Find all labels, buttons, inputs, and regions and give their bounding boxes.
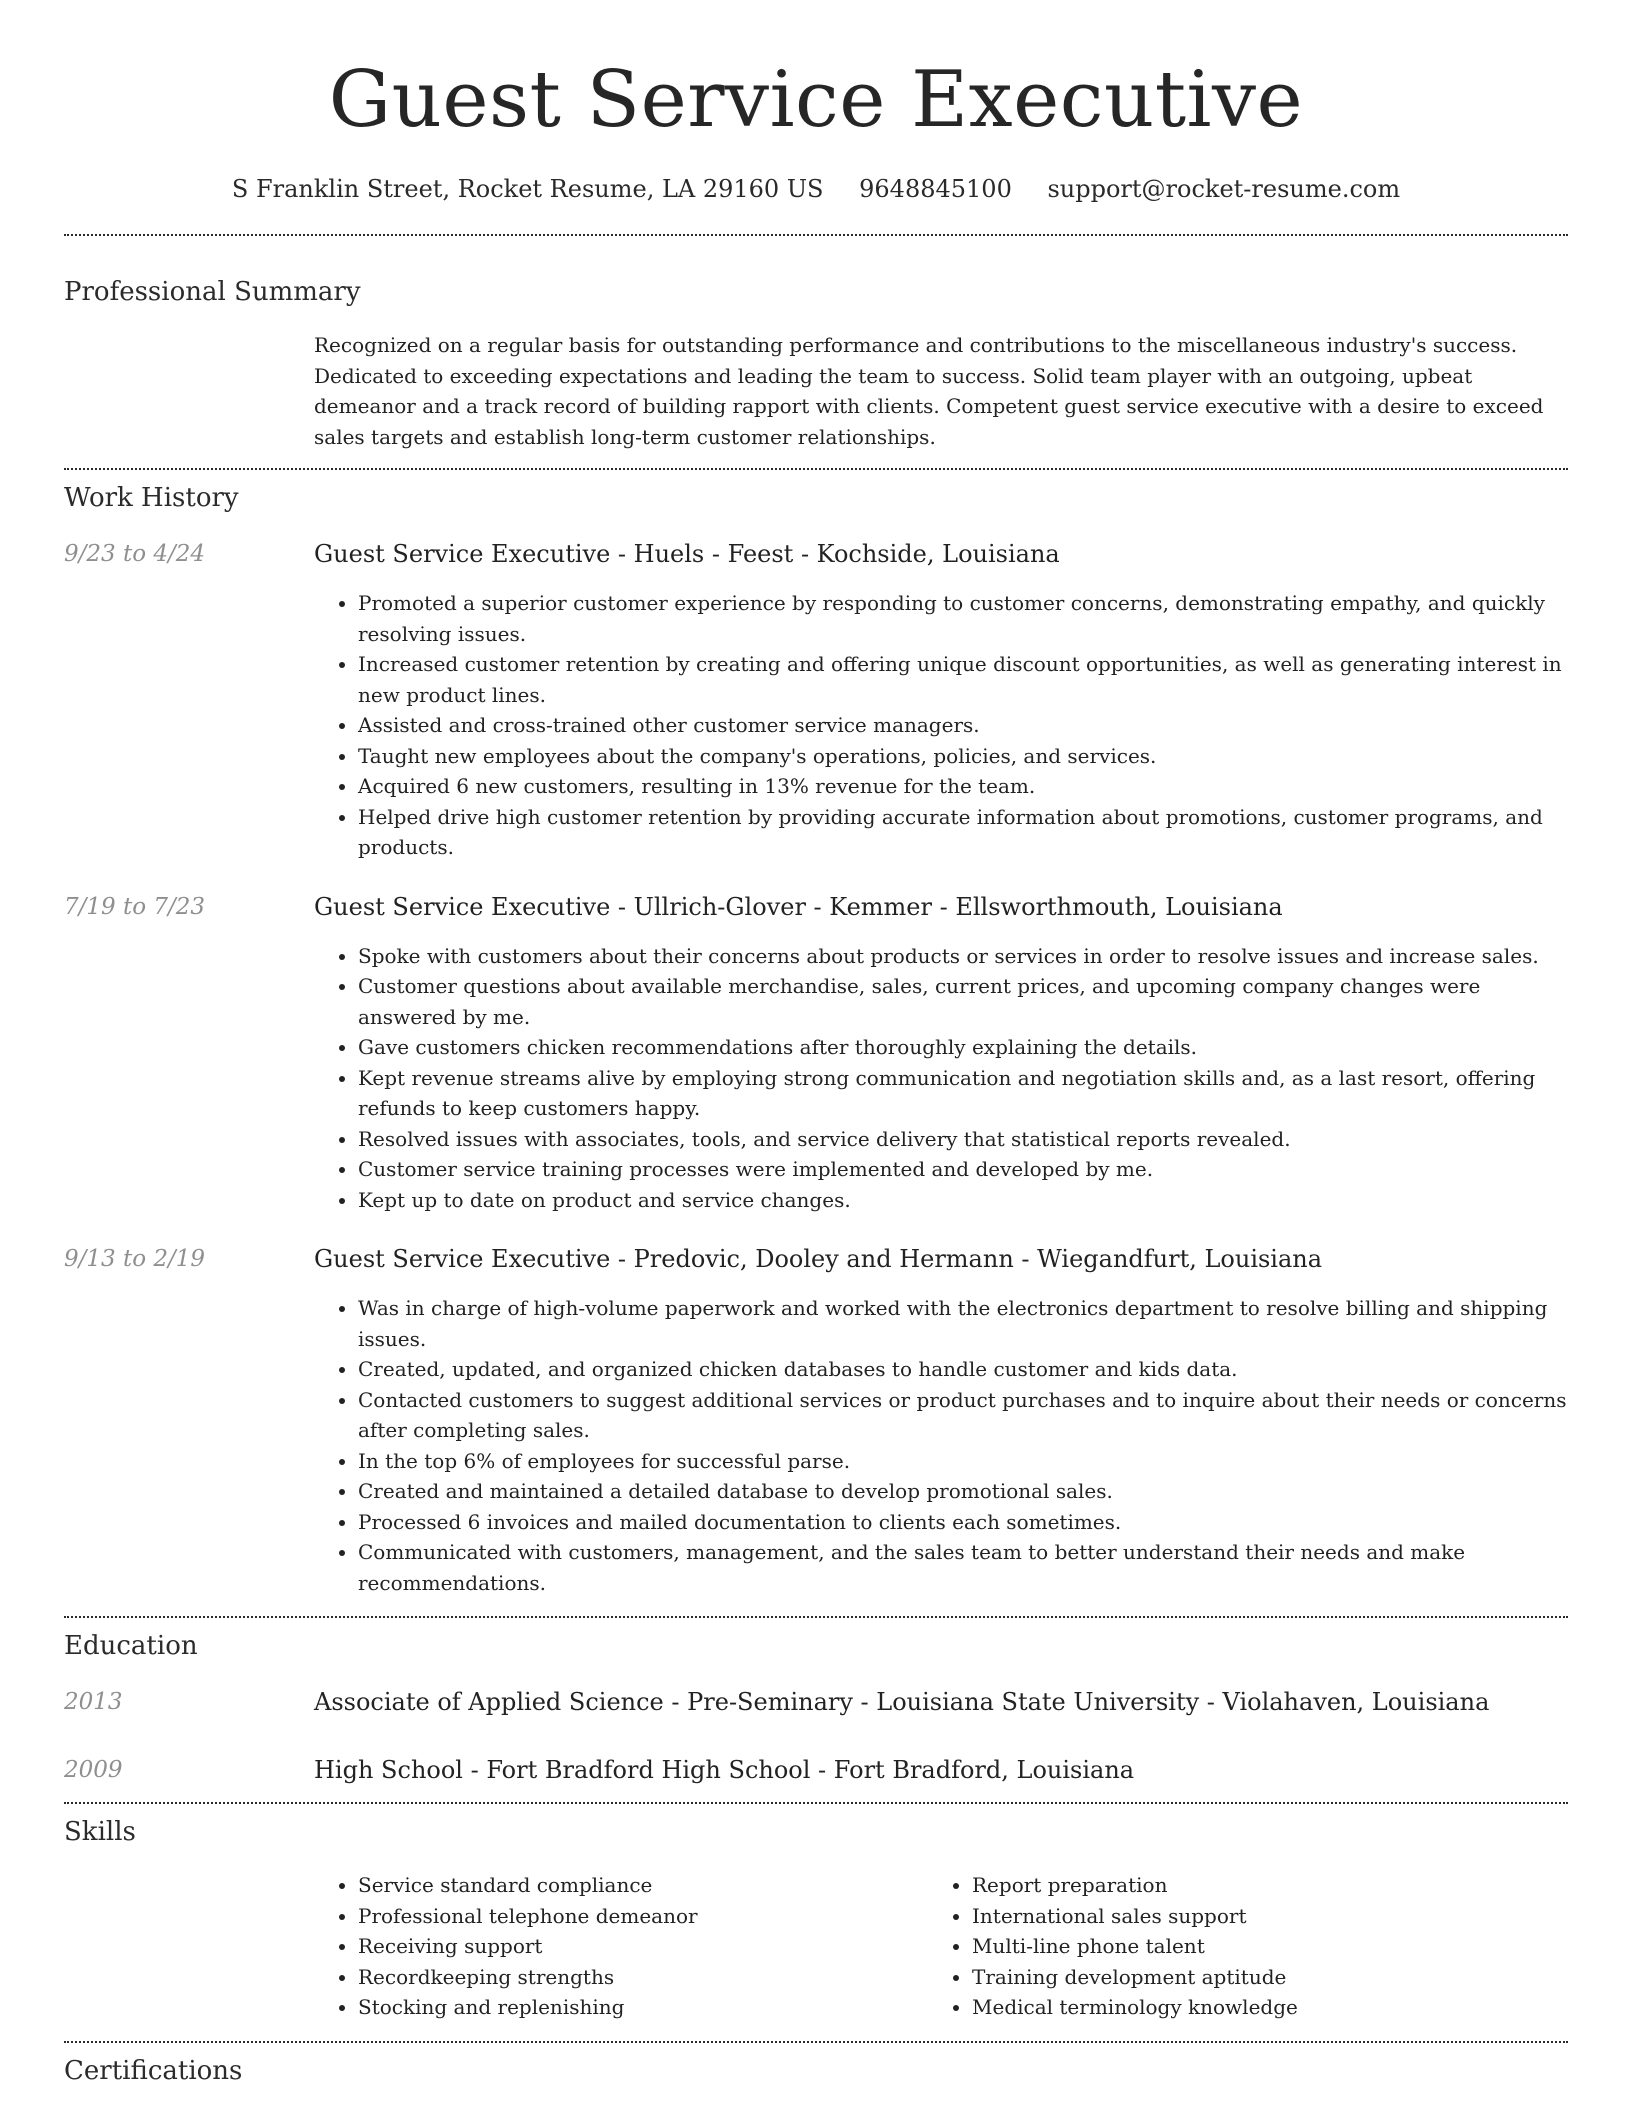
job-title: Guest Service Executive - Ullrich-Glover - Kemmer - Ellsworthmouth, Louisiana [314,892,1283,921]
resume-name: Guest Service Executive [328,55,1304,145]
job-bullet: • Increased customer retention by creating and offering unique discount opportunities, as well as generating interest in new product lines. [358,649,1568,710]
skills-column-right [928,1870,1542,2023]
education-title: High School - Fort Bradford High School - Fort Bradford, Louisiana [314,1756,1135,1784]
job-dates: 9/23 to 4/24 [64,541,206,567]
skill-item: • Report preparation [972,1870,1542,1901]
skill-item: • Stocking and replenishing [358,1992,928,2023]
contact-phone: 9648845100 [859,175,1012,203]
job-bullet: • Resolved issues with associates, tools, and service delivery that statistical reports revealed. [358,1124,1568,1155]
job-entry [64,538,1568,863]
section-divider [64,234,1568,236]
job-bullet: • Acquired 6 new customers, resulting in 13% revenue for the team. [358,771,1568,802]
job-content [314,538,1568,863]
section-divider [64,2041,1568,2043]
job-bullet: • In the top 6% of employees for successful parse. [358,1446,1568,1477]
job-entry [64,1243,1568,1598]
skills-column-left [314,1870,928,2023]
education-year: 2009 [64,1757,123,1783]
skill-item: • Service standard compliance [358,1870,928,1901]
job-title: Guest Service Executive - Huels - Feest - Kochside, Louisiana [314,540,1060,568]
skills-list [314,1870,1568,2023]
contact-email: support@rocket-resume.com [1047,175,1401,203]
section-divider [64,1802,1568,1804]
job-bullet: • Communicated with customers, management, and the sales team to better understand their needs and make recommendations. [358,1537,1568,1598]
job-bullet: • Taught new employees about the company's operations, policies, and services. [358,741,1568,772]
section-title-skills: Skills [64,1817,136,1847]
education-entry [64,1754,1568,1786]
skill-item: • Professional telephone demeanor [358,1901,928,1932]
job-bullet: • Customer questions about available merchandise, sales, current prices, and upcoming company changes were answered by me. [358,971,1568,1032]
job-bullets [314,1293,1568,1598]
job-bullet: • Gave customers chicken recommendations after thoroughly explaining the details. [358,1032,1568,1063]
skill-item: • Training development aptitude [972,1962,1542,1993]
job-bullets [314,588,1568,863]
job-bullet: • Created, updated, and organized chicken databases to handle customer and kids data. [358,1354,1568,1385]
job-bullet: • Helped drive high customer retention by providing accurate information about promotions, customer programs, and products. [358,802,1568,863]
job-entry [64,891,1568,1216]
job-bullet: • Was in charge of high-volume paperwork and worked with the electronics department to resolve billing and shipping issues. [358,1293,1568,1354]
job-bullet: • Promoted a superior customer experience by responding to customer concerns, demonstrating empathy, and quickly resolving issues. [358,588,1568,649]
skill-item: • Multi-line phone talent [972,1931,1542,1962]
contact-line [64,172,1568,206]
skill-item: • Receiving support [358,1931,928,1962]
section-title-education: Education [64,1631,198,1661]
job-bullet: • Processed 6 invoices and mailed documentation to clients each sometimes. [358,1507,1568,1538]
education-title: Associate of Applied Science - Pre-Seminary - Louisiana State University - Violahaven, Louisiana [314,1688,1490,1716]
job-dates: 7/19 to 7/23 [64,893,206,920]
contact-address: S Franklin Street, Rocket Resume, LA 29160 US [231,175,824,203]
skill-item: • Medical terminology knowledge [972,1992,1542,2023]
education-entry [64,1686,1568,1718]
section-divider [64,468,1568,470]
job-title: Guest Service Executive - Predovic, Dooley and Hermann - Wiegandfurt, Louisiana [314,1245,1323,1273]
job-dates: 9/13 to 2/19 [64,1246,206,1272]
job-bullets [314,941,1568,1216]
resume-page [64,0,1568,2087]
education-year: 2013 [64,1689,123,1715]
section-title-certifications: Certifications [64,2055,243,2086]
skill-item: • Recordkeeping strengths [358,1962,928,1993]
skill-item: • International sales support [972,1901,1542,1932]
job-content [314,1243,1568,1598]
job-content [314,891,1568,1216]
job-bullet: • Kept revenue streams alive by employing strong communication and negotiation skills and, as a last resort, offering refunds to keep customers happy. [358,1063,1568,1124]
job-bullet: • Assisted and cross-trained other customer service managers. [358,710,1568,741]
job-bullet: • Customer service training processes were implemented and developed by me. [358,1154,1568,1185]
summary-text: Recognized on a regular basis for outstanding performance and contributions to the miscellaneous industry's success. Dedicated to exceeding expectations and leading the team to success. Solid team player with an outgoing, upbeat demeanor and a track record of building rapport with clients. Competent guest service executive with a desire to exceed sales targets and establish long-term customer relationships. [314,333,1544,449]
job-bullet: • Contacted customers to suggest additional services or product purchases and to inquire about their needs or concerns after completing sales. [358,1385,1568,1446]
job-bullet: • Created and maintained a detailed database to develop promotional sales. [358,1476,1568,1507]
job-bullet: • Spoke with customers about their concerns about products or services in order to resolve issues and increase sales. [358,941,1568,972]
section-title-work-history: Work History [64,483,239,513]
section-divider [64,1616,1568,1618]
job-bullet: • Kept up to date on product and service changes. [358,1185,1568,1216]
section-title-summary: Professional Summary [64,277,361,307]
